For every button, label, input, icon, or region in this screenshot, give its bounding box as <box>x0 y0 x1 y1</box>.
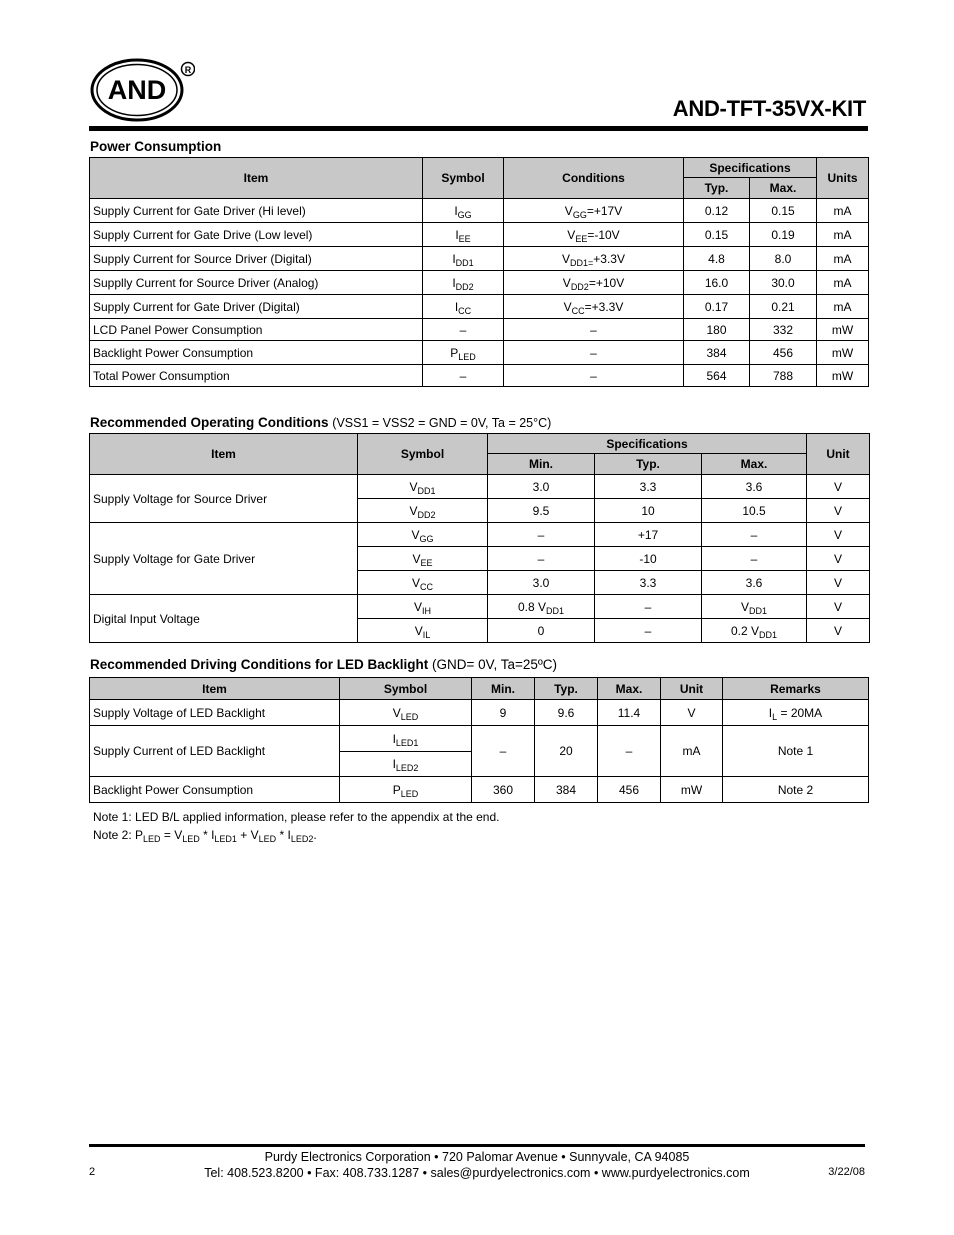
unit-cell: V <box>807 595 870 619</box>
item-cell: Supply Current for Gate Drive (Low level) <box>90 223 423 247</box>
min-cell: – <box>488 523 595 547</box>
operating-conditions-title: Recommended Operating Conditions (VSS1 = VSS2 = GND = 0V, Ta = 25°C) <box>90 415 552 430</box>
header-symbol: Symbol <box>358 434 488 475</box>
header-conditions: Conditions <box>504 158 684 199</box>
max-cell: 11.4 <box>598 700 661 726</box>
symbol-cell: $I_{LED2}$ <box>340 752 472 777</box>
typ-cell: 0.17 <box>684 295 750 319</box>
table-row <box>90 319 869 341</box>
min-cell: 9 <box>472 700 535 726</box>
header-unit: Unit <box>661 678 723 700</box>
table-row <box>90 341 869 365</box>
power-consumption-table <box>89 157 869 387</box>
symbol-cell: $V_{GG}$ <box>358 523 488 547</box>
typ-cell: 384 <box>535 777 598 803</box>
conditions-cell: $V_{EE}=-10V$ <box>504 223 684 247</box>
footer-rule <box>89 1144 865 1147</box>
max-cell: – <box>702 547 807 571</box>
table-row <box>90 365 869 387</box>
item-cell: Supply Current for Gate Driver (Digital) <box>90 295 423 319</box>
table-row <box>90 295 869 319</box>
symbol-cell: $V_{EE}$ <box>358 547 488 571</box>
footer-date: 3/22/08 <box>828 1166 865 1178</box>
document-title: AND-TFT-35VX-KIT <box>672 96 866 121</box>
unit-cell: mA <box>661 726 723 777</box>
header-symbol: Symbol <box>423 158 504 199</box>
table-row <box>90 726 869 752</box>
symbol-cell: $I_{CC}$ <box>423 295 504 319</box>
item-cell: Supply Current of LED Backlight <box>90 726 340 777</box>
item-cell: Supplly Current for Source Driver (Analog) <box>90 271 423 295</box>
table-row <box>90 475 870 499</box>
header-typ: Typ. <box>595 454 702 475</box>
header-rule <box>89 126 868 131</box>
footer-contact-line <box>89 1166 865 1180</box>
table-row <box>90 700 869 726</box>
item-cell: Backlight Power Consumption <box>90 777 340 803</box>
unit-cell: mW <box>661 777 723 803</box>
conditions-cell: – <box>504 341 684 365</box>
conditions-cell: $V_{DD2}=+10V$ <box>504 271 684 295</box>
header-min: Min. <box>472 678 535 700</box>
typ-cell: 384 <box>684 341 750 365</box>
max-cell: 0.15 <box>750 199 817 223</box>
table-row <box>90 595 870 619</box>
typ-cell: – <box>595 595 702 619</box>
item-cell: Backlight Power Consumption <box>90 341 423 365</box>
typ-cell: 3.3 <box>595 571 702 595</box>
table-row <box>90 247 869 271</box>
unit-cell: V <box>807 523 870 547</box>
max-cell: 456 <box>598 777 661 803</box>
header-max: Max. <box>598 678 661 700</box>
unit-cell: V <box>807 547 870 571</box>
symbol-cell: $P_{LED}$ <box>423 341 504 365</box>
header-remarks: Remarks <box>723 678 869 700</box>
item-cell: LCD Panel Power Consumption <box>90 319 423 341</box>
min-cell: 9.5 <box>488 499 595 523</box>
table-row <box>90 523 870 547</box>
power-consumption-title: Power Consumption <box>90 139 222 154</box>
note-2: Note 2: $P_{LED} = V_{LED} * I_{LED1} + V_{LED} * I_{LED2}$. <box>93 828 317 844</box>
symbol-cell: $V_{DD2}$ <box>358 499 488 523</box>
item-cell: Supply Voltage of LED Backlight <box>90 700 340 726</box>
typ-cell: 564 <box>684 365 750 387</box>
symbol-cell: $I_{EE}$ <box>423 223 504 247</box>
item-cell: Supply Current for Gate Driver (Hi level) <box>90 199 423 223</box>
typ-cell: -10 <box>595 547 702 571</box>
typ-cell: 3.3 <box>595 475 702 499</box>
unit-cell: mA <box>817 271 869 295</box>
symbol-cell: $I_{DD2}$ <box>423 271 504 295</box>
typ-cell: +17 <box>595 523 702 547</box>
unit-cell: mA <box>817 223 869 247</box>
max-cell: 10.5 <box>702 499 807 523</box>
conditions-cell: $V_{GG}=+17V$ <box>504 199 684 223</box>
notes <box>93 808 499 844</box>
table-row <box>90 199 869 223</box>
max-cell: 0.21 <box>750 295 817 319</box>
min-cell: 0.8 $V_{DD1}$ <box>488 595 595 619</box>
table-row <box>90 271 869 295</box>
remarks-cell: Note 2 <box>723 777 869 803</box>
svg-text:R: R <box>184 65 192 75</box>
footer-contact: Tel: 408.523.8200 • Fax: 408.733.1287 • sales@purdyelectronics.com • www.purdyelectronics.com <box>204 1166 750 1180</box>
unit-cell: mW <box>817 319 869 341</box>
symbol-cell: $P_{LED}$ <box>340 777 472 803</box>
unit-cell: V <box>807 499 870 523</box>
typ-cell: 0.15 <box>684 223 750 247</box>
header-max: Max. <box>702 454 807 475</box>
unit-cell: mA <box>817 199 869 223</box>
item-cell: Supply Voltage for Gate Driver <box>90 523 358 595</box>
max-cell: 30.0 <box>750 271 817 295</box>
max-cell: 332 <box>750 319 817 341</box>
unit-cell: V <box>807 619 870 643</box>
min-cell: 3.0 <box>488 571 595 595</box>
symbol-cell: $I_{GG}$ <box>423 199 504 223</box>
unit-cell: mA <box>817 295 869 319</box>
min-cell: 360 <box>472 777 535 803</box>
min-cell: 0 <box>488 619 595 643</box>
max-cell: 8.0 <box>750 247 817 271</box>
max-cell: 3.6 <box>702 475 807 499</box>
and-logo <box>90 56 195 122</box>
symbol-cell: – <box>423 319 504 341</box>
symbol-cell: – <box>423 365 504 387</box>
footer-address: Purdy Electronics Corporation • 720 Palomar Avenue • Sunnyvale, CA 94085 <box>264 1150 690 1164</box>
symbol-cell: $V_{CC}$ <box>358 571 488 595</box>
header-symbol: Symbol <box>340 678 472 700</box>
header-units: Units <box>817 158 869 199</box>
symbol-cell: $I_{LED1}$ <box>340 726 472 752</box>
unit-cell: V <box>807 475 870 499</box>
symbol-cell: $I_{DD1}$ <box>423 247 504 271</box>
header-specifications: Specifications <box>488 434 807 454</box>
max-cell: – <box>702 523 807 547</box>
svg-text:AND: AND <box>107 75 167 105</box>
max-cell: 788 <box>750 365 817 387</box>
max-cell: – <box>598 726 661 777</box>
page-number: 2 <box>89 1166 96 1178</box>
conditions-cell: – <box>504 365 684 387</box>
table-row <box>90 777 869 803</box>
header-specifications: Specifications <box>684 158 817 178</box>
typ-cell: 9.6 <box>535 700 598 726</box>
typ-cell: 180 <box>684 319 750 341</box>
header-item: Item <box>90 158 423 199</box>
item-cell: Digital Input Voltage <box>90 595 358 643</box>
remarks-cell: $I_L = 20MA$ <box>723 700 869 726</box>
max-cell: 456 <box>750 341 817 365</box>
typ-cell: – <box>595 619 702 643</box>
header-item: Item <box>90 434 358 475</box>
typ-cell: 20 <box>535 726 598 777</box>
symbol-cell: $V_{IH}$ <box>358 595 488 619</box>
min-cell: – <box>472 726 535 777</box>
conditions-cell: – <box>504 319 684 341</box>
operating-conditions-table <box>89 433 870 643</box>
header-typ: Typ. <box>684 178 750 199</box>
max-cell: 0.19 <box>750 223 817 247</box>
symbol-cell: $V_{IL}$ <box>358 619 488 643</box>
conditions-cell: $V_{DD1=}+3.3V$ <box>504 247 684 271</box>
typ-cell: 0.12 <box>684 199 750 223</box>
symbol-cell: $V_{LED}$ <box>340 700 472 726</box>
header-typ: Typ. <box>535 678 598 700</box>
note-1: Note 1: LED B/L applied information, please refer to the appendix at the end. <box>93 810 500 824</box>
header-item: Item <box>90 678 340 700</box>
remarks-cell: Note 1 <box>723 726 869 777</box>
conditions-cell: $V_{CC}=+3.3V$ <box>504 295 684 319</box>
unit-cell: mW <box>817 341 869 365</box>
max-cell: $V_{DD1}$ <box>702 595 807 619</box>
typ-cell: 10 <box>595 499 702 523</box>
item-cell: Supply Current for Source Driver (Digital) <box>90 247 423 271</box>
item-cell: Total Power Consumption <box>90 365 423 387</box>
backlight-conditions-table <box>89 677 869 803</box>
max-cell: 3.6 <box>702 571 807 595</box>
header-min: Min. <box>488 454 595 475</box>
unit-cell: mW <box>817 365 869 387</box>
unit-cell: mA <box>817 247 869 271</box>
unit-cell: V <box>807 571 870 595</box>
header-unit: Unit <box>807 434 870 475</box>
backlight-conditions-title: Recommended Driving Conditions for LED Backlight (GND= 0V, Ta=25ºC) <box>90 657 558 672</box>
table-row <box>90 223 869 247</box>
symbol-cell: $V_{DD1}$ <box>358 475 488 499</box>
max-cell: 0.2 $V_{DD1}$ <box>702 619 807 643</box>
item-cell: Supply Voltage for Source Driver <box>90 475 358 523</box>
typ-cell: 16.0 <box>684 271 750 295</box>
header-max: Max. <box>750 178 817 199</box>
typ-cell: 4.8 <box>684 247 750 271</box>
min-cell: – <box>488 547 595 571</box>
unit-cell: V <box>661 700 723 726</box>
min-cell: 3.0 <box>488 475 595 499</box>
